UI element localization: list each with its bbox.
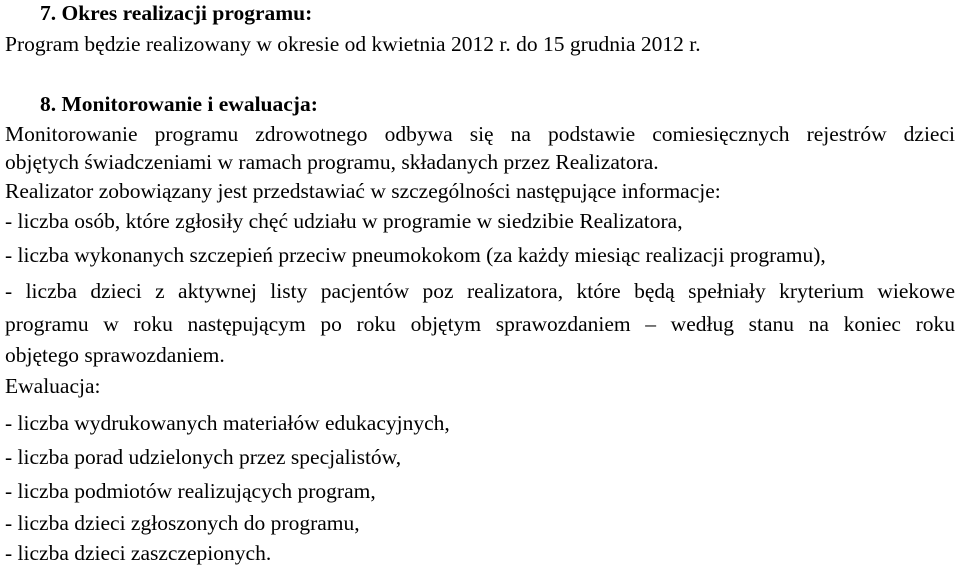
evaluation-list-item: - liczba podmiotów realizujących program, bbox=[5, 479, 376, 503]
evaluation-list-item: - liczba dzieci zaszczepionych. bbox=[5, 541, 272, 565]
monitoring-paragraph-line: objętych świadczeniami w ramach programu, składanych przez Realizatora. bbox=[5, 150, 659, 174]
monitoring-paragraph-line: Realizator zobowiązany jest przedstawiać w szczególności następujące informacje: bbox=[5, 179, 721, 203]
monitoring-list-item: - liczba dzieci z aktywnej listy pacjentów poz realizatora, które będą spełniały kryterium wiekowe bbox=[5, 279, 955, 303]
evaluation-list-item: - liczba porad udzielonych przez specjalistów, bbox=[5, 445, 402, 469]
evaluation-list-item: - liczba wydrukowanych materiałów edukacyjnych, bbox=[5, 411, 450, 435]
section-7-text: Program będzie realizowany w okresie od kwietnia 2012 r. do 15 grudnia 2012 r. bbox=[5, 32, 701, 56]
section-7-heading: 7. Okres realizacji programu: bbox=[40, 1, 313, 25]
evaluation-list-item: - liczba dzieci zgłoszonych do programu, bbox=[5, 511, 360, 535]
monitoring-list-item-continuation: programu w roku następującym po roku objętym sprawozdaniem – według stanu na koniec roku bbox=[5, 312, 955, 336]
evaluation-label: Ewaluacja: bbox=[5, 374, 101, 398]
monitoring-paragraph-line: Monitorowanie programu zdrowotnego odbywa się na podstawie comiesięcznych rejestrów dzieci bbox=[5, 122, 955, 146]
section-8-heading: 8. Monitorowanie i ewaluacja: bbox=[40, 92, 318, 116]
monitoring-list-item: - liczba wykonanych szczepień przeciw pneumokokom (za każdy miesiąc realizacji programu), bbox=[5, 243, 826, 267]
monitoring-list-item: - liczba osób, które zgłosiły chęć udziału w programie w siedzibie Realizatora, bbox=[5, 209, 683, 233]
monitoring-list-item-continuation: objętego sprawozdaniem. bbox=[5, 343, 225, 367]
